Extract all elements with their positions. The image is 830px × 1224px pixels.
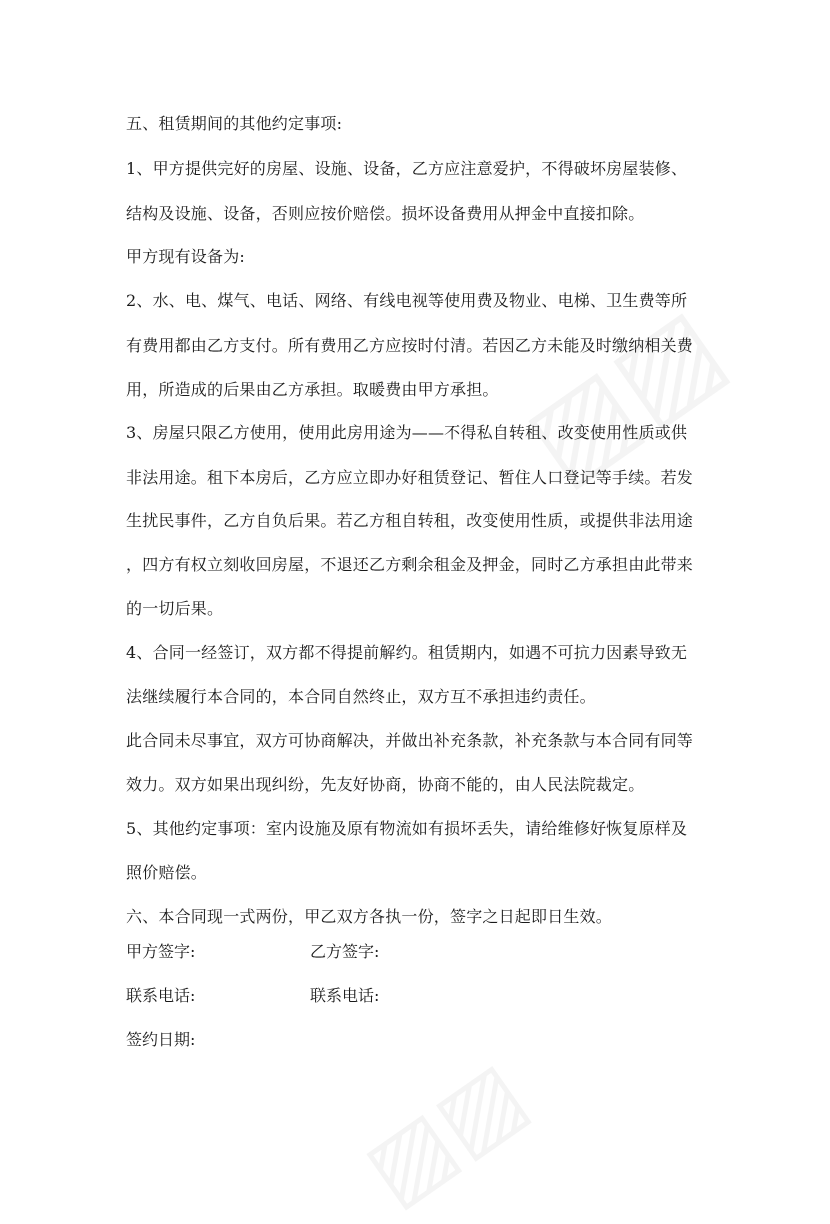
section-heading-6: 六、本合同现一式两份，甲乙双方各执一份，签字之日起即日生效。: [126, 907, 613, 926]
clause-1-line: 1、甲方提供完好的房屋、设施、设备，乙方应注意爱护，不得破坏房屋装修、: [126, 159, 688, 178]
clause-3-line: 非法用途。租下本房后，乙方应立即办好租赁登记、暂住人口登记等手续。若发: [126, 468, 694, 487]
clause-4-line: 4、合同一经签订，双方都不得提前解约。租赁期内，如遇不可抗力因素导致无: [126, 643, 688, 662]
supplementary-line: 效力。双方如果出现纠纷，先友好协商，协商不能的，由人民法院裁定。: [126, 775, 645, 794]
signature-row: [126, 940, 379, 964]
section-heading-5: 五、租赁期间的其他约定事项:: [126, 114, 343, 133]
party-b-phone-label: 联系电话:: [310, 986, 380, 1005]
supplementary-line: 此合同未尽事宜，双方可协商解决，并做出补充条款，补充条款与本合同有同等: [126, 731, 694, 750]
clause-2-line: 有费用都由乙方支付。所有费用乙方应按时付清。若因乙方未能及时缴纳相关费: [126, 336, 694, 355]
clause-3-line: 的一切后果。: [126, 599, 224, 618]
clause-5-line: 照价赔偿。: [126, 863, 208, 882]
clause-3-line: 生扰民事件，乙方自负后果。若乙方租自转租，改变使用性质，或提供非法用途: [126, 511, 694, 530]
phone-row: [126, 984, 379, 1008]
equipment-label: 甲方现有设备为:: [126, 247, 245, 266]
date-row: [126, 1028, 195, 1052]
clause-4-line: 法继续履行本合同的，本合同自然终止，双方互不承担违约责任。: [126, 687, 596, 706]
party-b-signature-label: 乙方签字:: [310, 942, 380, 961]
clause-3-line: ，四方有权立刻收回房屋，不退还乙方剩余租金及押金，同时乙方承担由此带来: [126, 555, 694, 574]
party-a-phone-label: 联系电话:: [126, 986, 196, 1005]
watermark-mark: [345, 1041, 545, 1224]
party-a-signature-label: 甲方签字:: [126, 942, 196, 961]
clause-5-line: 5、其他约定事项：室内设施及原有物流如有损坏丢失，请给维修好恢复原样及: [126, 819, 688, 838]
clause-1-line: 结构及设施、设备，否则应按价赔偿。损坏设备费用从押金中直接扣除。: [126, 204, 645, 223]
clause-2-line: 2、水、电、煤气、电话、网络、有线电视等使用费及物业、电梯、卫生费等所: [126, 291, 688, 310]
sign-date-label: 签约日期:: [126, 1030, 196, 1049]
clause-3-line: 3、房屋只限乙方使用，使用此房用途为——不得私自转租、改变使用性质或供: [126, 423, 688, 442]
clause-2-line: 用，所造成的后果由乙方承担。取暖费由甲方承担。: [126, 380, 499, 399]
